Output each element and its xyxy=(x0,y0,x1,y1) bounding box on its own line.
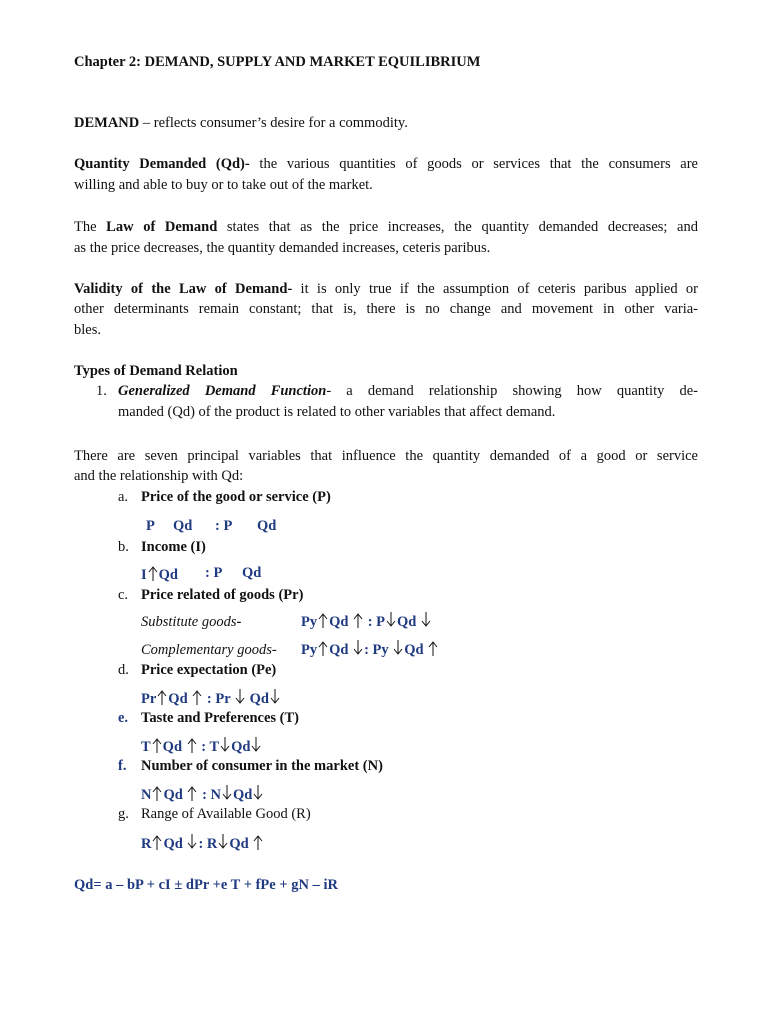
var-e-label: Taste and Preferences (T) xyxy=(141,710,299,726)
var-f-label: Number of consumer in the market (N) xyxy=(141,758,383,774)
types-item-term: Generalized Demand Function xyxy=(118,383,327,399)
g-rel-2: Qd xyxy=(163,836,183,852)
arrow-up-icon xyxy=(151,784,163,802)
var-g-letter: g. xyxy=(118,806,129,822)
var-c-letter: c. xyxy=(118,587,129,603)
d-rel-4: Qd xyxy=(249,691,269,707)
arrow-up-icon xyxy=(156,688,168,706)
sub-rel-3: : P xyxy=(367,614,386,630)
var-a-rel-1: P xyxy=(146,518,155,534)
substitute-goods-dash: - xyxy=(236,614,242,630)
substitute-goods-label xyxy=(141,613,241,631)
var-e-rel xyxy=(141,736,262,756)
d-rel-2: Qd xyxy=(168,691,188,707)
arrow-down-icon xyxy=(186,833,198,851)
chapter-title: Chapter 2: DEMAND, SUPPLY AND MARKET EQUILIBRIUM xyxy=(74,54,481,70)
var-b-rel-4: Qd xyxy=(242,565,262,581)
demand-definition xyxy=(74,114,408,132)
arrow-down-icon xyxy=(269,688,281,706)
var-b-label: Income (I) xyxy=(141,539,206,555)
arrow-up-icon xyxy=(252,833,264,851)
var-a-rel-2: Qd xyxy=(173,518,193,534)
law-pre: The xyxy=(74,219,107,235)
var-b-rel-3: : P xyxy=(205,565,223,581)
arrow-up-icon xyxy=(352,611,364,629)
arrow-down-icon xyxy=(234,688,246,706)
sub-rel-1: Py xyxy=(301,614,318,630)
var-e-letter: e. xyxy=(118,710,129,726)
validity-line1 xyxy=(74,280,698,298)
d-rel-1: Pr xyxy=(141,691,157,707)
demand-text: – reflects consumer’s desire for a commodity. xyxy=(139,115,408,131)
types-item-number: 1. xyxy=(96,383,107,399)
demand-term: DEMAND xyxy=(74,115,140,131)
arrow-down-icon xyxy=(252,784,264,802)
qd-definition-line1 xyxy=(74,155,698,173)
var-b-rel xyxy=(141,564,178,584)
arrow-up-icon xyxy=(186,784,198,802)
var-c-label: Price related of goods (Pr) xyxy=(141,587,304,603)
arrow-up-icon xyxy=(151,736,163,754)
e-rel-2: Qd xyxy=(162,739,183,755)
var-d-label: Price expectation (Pe) xyxy=(141,662,277,678)
arrow-down-icon xyxy=(420,611,432,629)
var-a-rel-3: : P xyxy=(215,518,233,534)
g-rel-1: R xyxy=(141,836,152,852)
arrow-up-icon xyxy=(151,833,163,851)
var-a-letter: a. xyxy=(118,489,129,505)
e-rel-4: Qd xyxy=(231,739,251,755)
law-text: states that as the price increases, the quantity demanded decreases; and xyxy=(217,219,698,235)
e-rel-1: T xyxy=(141,739,151,755)
var-a-label: Price of the good or service (P) xyxy=(141,489,331,505)
f-rel-2: Qd xyxy=(163,787,183,803)
g-rel-3: : R xyxy=(198,836,218,852)
principal-line1: There are seven principal variables that influence the quantity demanded of a good or service xyxy=(74,448,698,464)
var-g-rel xyxy=(141,833,264,853)
comp-rel-1: Py xyxy=(301,642,318,658)
arrow-down-icon xyxy=(217,833,229,851)
sub-rel-2: Qd xyxy=(329,614,349,630)
complementary-goods-rel xyxy=(301,639,439,659)
arrow-up-icon xyxy=(427,639,439,657)
arrow-up-icon xyxy=(317,611,329,629)
arrow-down-icon xyxy=(250,736,262,754)
qd-definition-line2: willing and able to buy or to take out of the market. xyxy=(74,177,373,193)
substitute-goods-text: Substitute goods xyxy=(141,614,237,630)
comp-rel-2: Qd xyxy=(329,642,349,658)
var-d-rel xyxy=(141,688,281,708)
arrow-up-icon xyxy=(186,736,198,754)
demand-equation: Qd= a – bP + cI ± dPr +e T + fPe + gN – iR xyxy=(74,877,338,893)
comp-rel-4: Qd xyxy=(404,642,424,658)
var-f-letter: f. xyxy=(118,758,127,774)
arrow-up-icon xyxy=(191,688,203,706)
var-a-rel-4: Qd xyxy=(257,518,277,534)
var-g-label: Range of Available Good (R) xyxy=(141,806,311,822)
var-f-rel xyxy=(141,784,264,804)
var-d-letter: d. xyxy=(118,662,129,678)
arrow-down-icon xyxy=(352,639,364,657)
arrow-down-icon xyxy=(385,611,397,629)
qd-term: Quantity Demanded (Qd)- xyxy=(74,156,250,172)
complementary-goods-label: Complementary goods- xyxy=(141,642,277,658)
g-rel-4: Qd xyxy=(229,836,249,852)
validity-text: it is only true if the assumption of ceteris paribus applied or xyxy=(292,281,698,297)
validity-line3: bles. xyxy=(74,322,101,338)
substitute-goods-rel xyxy=(301,611,432,631)
arrow-down-icon xyxy=(221,784,233,802)
validity-line2: other determinants remain constant; that is, there is no change and movement in other varia- xyxy=(74,301,698,317)
qd-text: the various quantities of goods or services that the consumers are xyxy=(249,156,698,172)
validity-term: Validity of the Law of Demand- xyxy=(74,281,293,297)
e-rel-3: : T xyxy=(201,739,220,755)
f-rel-1: N xyxy=(141,787,152,803)
law-line2: as the price decreases, the quantity demanded increases, ceteris paribus. xyxy=(74,240,491,256)
var-b-rel-1: I xyxy=(141,567,147,583)
var-b-letter: b. xyxy=(118,539,129,555)
arrow-down-icon xyxy=(219,736,231,754)
arrow-up-icon xyxy=(147,564,159,582)
arrow-down-icon xyxy=(392,639,404,657)
arrow-up-icon xyxy=(317,639,329,657)
f-rel-3: : N xyxy=(202,787,222,803)
sub-rel-4: Qd xyxy=(397,614,417,630)
types-item-line2: manded (Qd) of the product is related to other variables that affect demand. xyxy=(118,404,556,420)
comp-rel-3: : Py xyxy=(364,642,389,658)
law-term: Law of Demand xyxy=(106,219,218,235)
d-rel-3: : Pr xyxy=(206,691,231,707)
types-heading: Types of Demand Relation xyxy=(74,363,238,379)
var-b-rel-2: Qd xyxy=(158,567,178,583)
law-line1 xyxy=(74,218,698,236)
principal-line2: and the relationship with Qd: xyxy=(74,468,244,484)
types-item-line1 xyxy=(118,382,698,400)
f-rel-4: Qd xyxy=(233,787,253,803)
types-item-text: - a demand relationship showing how quantity de- xyxy=(326,383,698,399)
